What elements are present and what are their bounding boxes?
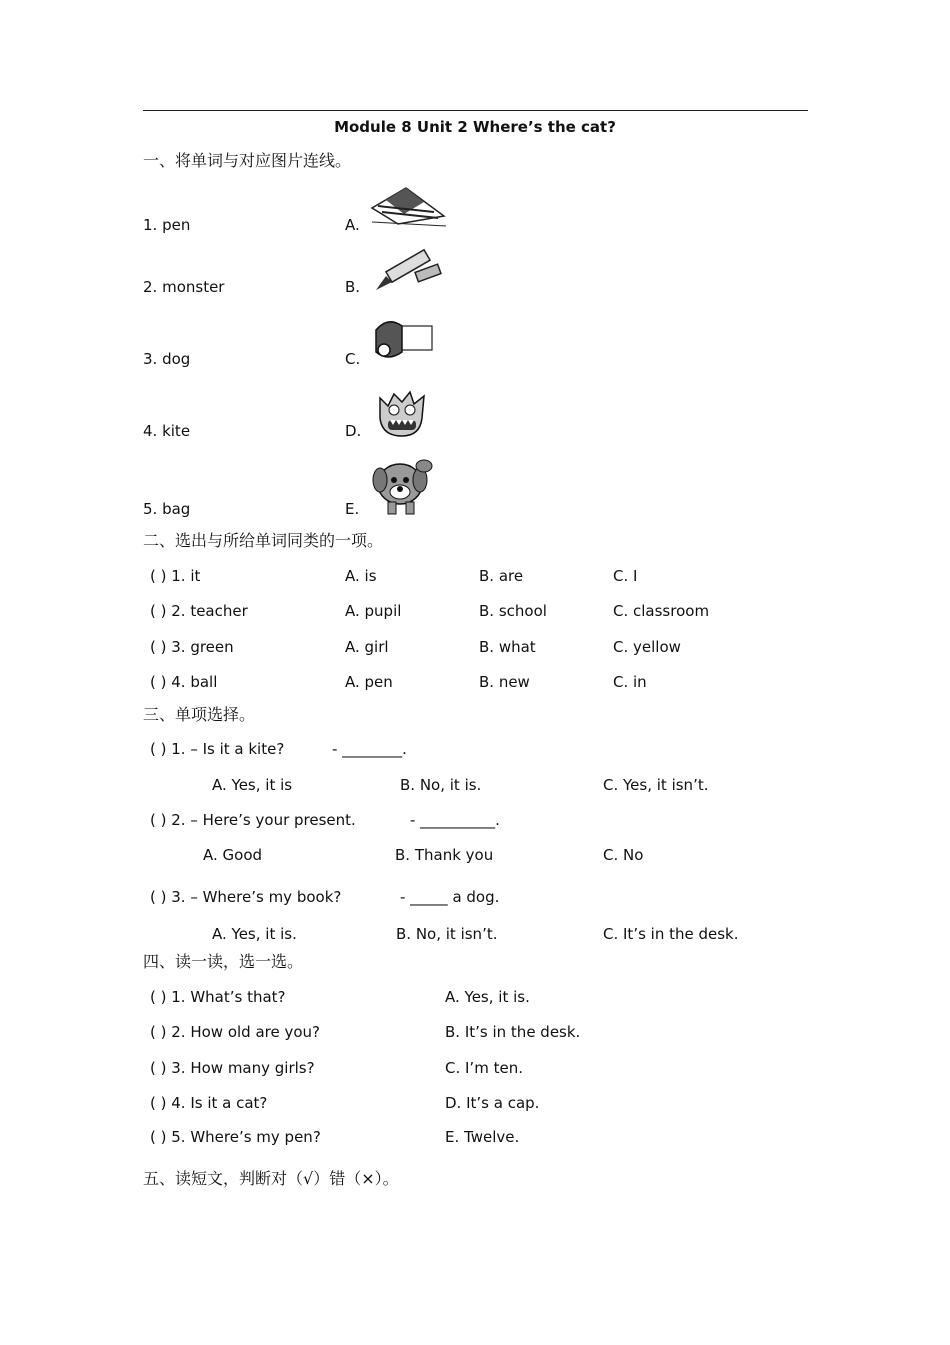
s1-letter-e: E. xyxy=(345,500,360,518)
s2-q4-c: C. in xyxy=(613,673,647,691)
s3-q3-b: B. No, it isn’t. xyxy=(396,925,498,943)
s4-ans-b: B. It’s in the desk. xyxy=(445,1023,581,1041)
s4-ans-c: C. I’m ten. xyxy=(445,1059,523,1077)
s2-q3-a: A. girl xyxy=(345,638,389,656)
s2-q1-a: A. is xyxy=(345,567,377,585)
kite-picture xyxy=(368,186,448,230)
s3-q1-a: A. Yes, it is xyxy=(212,776,293,794)
s3-q2: ( ) 2. – Here’s your present. xyxy=(150,811,356,829)
s1-letter-a: A. xyxy=(345,216,360,234)
s3-q2-blank: - __________. xyxy=(410,811,500,829)
dog-picture xyxy=(370,452,438,516)
section2-heading: 二、选出与所给单词同类的一项。 xyxy=(143,531,384,550)
s2-q2-a: A. pupil xyxy=(345,602,402,620)
s2-q2-c: C. classroom xyxy=(613,602,710,620)
s3-q3-a: A. Yes, it is. xyxy=(212,925,297,943)
s1-word-2: 2. monster xyxy=(143,278,225,296)
section4-heading: 四、读一读，选一选。 xyxy=(143,952,304,971)
s2-q4-a: A. pen xyxy=(345,673,393,691)
s3-q2-a: A. Good xyxy=(203,846,263,864)
s1-word-1: 1. pen xyxy=(143,216,191,234)
s3-q1-blank: - ________. xyxy=(332,740,407,758)
s1-letter-b: B. xyxy=(345,278,361,296)
bag-picture xyxy=(370,316,436,364)
s2-q2: ( ) 2. teacher xyxy=(150,602,248,620)
s1-word-5: 5. bag xyxy=(143,500,191,518)
s4-q1: ( ) 1. What’s that? xyxy=(150,988,286,1006)
s1-word-3: 3. dog xyxy=(143,350,191,368)
top-rule xyxy=(143,110,808,111)
s3-q2-b: B. Thank you xyxy=(395,846,494,864)
pen-picture xyxy=(372,246,444,294)
s2-q4: ( ) 4. ball xyxy=(150,673,218,691)
s2-q1-b: B. are xyxy=(479,567,524,585)
s2-q1-c: C. I xyxy=(613,567,638,585)
s4-q2: ( ) 2. How old are you? xyxy=(150,1023,320,1041)
s3-q1-c: C. Yes, it isn’t. xyxy=(603,776,709,794)
section3-heading: 三、单项选择。 xyxy=(143,705,256,724)
section1-heading: 一、将单词与对应图片连线。 xyxy=(143,151,352,170)
s4-ans-a: A. Yes, it is. xyxy=(445,988,530,1006)
s2-q3-c: C. yellow xyxy=(613,638,681,656)
s2-q2-b: B. school xyxy=(479,602,547,620)
s4-ans-d: D. It’s a cap. xyxy=(445,1094,540,1112)
s3-q3-blank: - _____ a dog. xyxy=(400,888,500,906)
s3-q2-c: C. No xyxy=(603,846,644,864)
s1-letter-d: D. xyxy=(345,422,362,440)
s4-q3: ( ) 3. How many girls? xyxy=(150,1059,315,1077)
s3-q1-b: B. No, it is. xyxy=(400,776,482,794)
s2-q1: ( ) 1. it xyxy=(150,567,201,585)
s2-q4-b: B. new xyxy=(479,673,530,691)
s1-word-4: 4. kite xyxy=(143,422,191,440)
page-title: Module 8 Unit 2 Where’s the cat? xyxy=(334,118,616,136)
monster-picture xyxy=(374,388,430,440)
s2-q3-b: B. what xyxy=(479,638,536,656)
s3-q1: ( ) 1. – Is it a kite? xyxy=(150,740,285,758)
section5-heading: 五、读短文，判断对（√）错（×）。 xyxy=(143,1169,399,1188)
s4-ans-e: E. Twelve. xyxy=(445,1128,520,1146)
s3-q3-c: C. It’s in the desk. xyxy=(603,925,739,943)
s3-q3: ( ) 3. – Where’s my book? xyxy=(150,888,342,906)
s4-q4: ( ) 4. Is it a cat? xyxy=(150,1094,268,1112)
s1-letter-c: C. xyxy=(345,350,361,368)
s4-q5: ( ) 5. Where’s my pen? xyxy=(150,1128,321,1146)
s2-q3: ( ) 3. green xyxy=(150,638,234,656)
